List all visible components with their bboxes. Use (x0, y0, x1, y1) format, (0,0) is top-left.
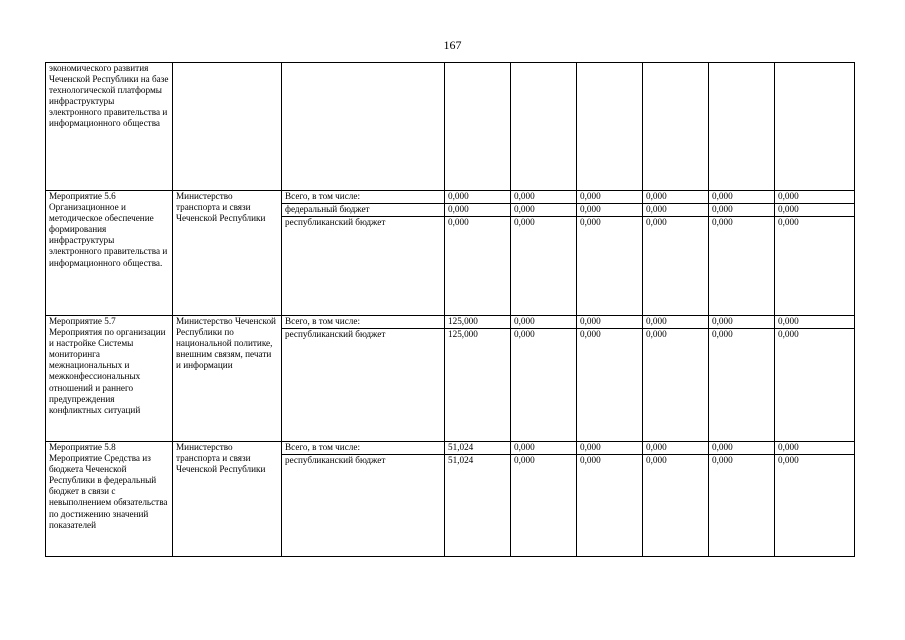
amount-cell: 0,000 (577, 316, 643, 329)
amount-cell: 0,000 (643, 217, 709, 316)
amount-cell: 0,000 (577, 442, 643, 455)
funding-source-cell: Всего, в том числе: (282, 316, 445, 329)
amount-cell: 0,000 (775, 442, 855, 455)
amount-cell: 0,000 (577, 191, 643, 204)
amount-cell: 0,000 (709, 191, 775, 204)
measure-name-cell: Мероприятие 5.7 Мероприятия по организации и настройке Системы мониторинга межнациональных и межконфессиональных отношений и раннего предупреждения конфликтных ситуаций (46, 316, 173, 442)
amount-cell: 125,000 (445, 329, 511, 442)
amount-cell: 0,000 (511, 217, 577, 316)
page-number: 167 (443, 38, 462, 52)
amount-cell: 0,000 (643, 442, 709, 455)
table-row (46, 442, 855, 455)
amount-cell: 0,000 (775, 329, 855, 442)
amount-cell: 0,000 (709, 329, 775, 442)
amount-cell: 0,000 (643, 316, 709, 329)
funding-source-cell: федеральный бюджет (282, 204, 445, 217)
table-row (46, 191, 855, 204)
amount-cell: 0,000 (643, 191, 709, 204)
amount-cell (577, 63, 643, 191)
amount-cell: 0,000 (709, 204, 775, 217)
amount-cell: 0,000 (775, 204, 855, 217)
amount-cell: 0,000 (709, 316, 775, 329)
measure-name-cell: Мероприятие 5.8 Мероприятие Средства из бюджета Чеченской Республики в федеральный бюджет в связи с невыполнением обязательства по достижению значений показателей (46, 442, 173, 557)
amount-cell: 0,000 (445, 204, 511, 217)
amount-cell: 0,000 (511, 204, 577, 217)
amount-cell: 0,000 (445, 217, 511, 316)
amount-cell: 0,000 (775, 455, 855, 557)
amount-cell: 0,000 (577, 204, 643, 217)
amount-cell (511, 63, 577, 191)
amount-cell: 125,000 (445, 316, 511, 329)
amount-cell (709, 63, 775, 191)
executor-cell: Министерство Чеченской Республики по национальной политике, внешним связям, печати и информации (173, 316, 282, 442)
funding-source-cell (282, 63, 445, 191)
amount-cell: 0,000 (643, 329, 709, 442)
amount-cell: 0,000 (511, 455, 577, 557)
amount-cell: 0,000 (577, 329, 643, 442)
amount-cell: 0,000 (643, 455, 709, 557)
amount-cell: 0,000 (709, 442, 775, 455)
table-row (46, 63, 855, 191)
amount-cell: 0,000 (577, 217, 643, 316)
funding-source-cell: республиканский бюджет (282, 329, 445, 442)
measure-name-cell: экономического развития Чеченской Республики на базе технологической платформы инфраструктуры электронного правительства и информационного общества (46, 63, 173, 191)
amount-cell: 0,000 (511, 316, 577, 329)
amount-cell: 0,000 (775, 191, 855, 204)
amount-cell: 51,024 (445, 442, 511, 455)
measure-name-cell: Мероприятие 5.6 Организационное и методическое обеспечение формирования инфраструктуры электронного правительства и информационного общества. (46, 191, 173, 316)
executor-cell: Министерство транспорта и связи Чеченской Республики (173, 442, 282, 557)
amount-cell: 0,000 (511, 442, 577, 455)
funding-source-cell: Всего, в том числе: (282, 442, 445, 455)
amount-cell: 0,000 (709, 455, 775, 557)
amount-cell (775, 63, 855, 191)
amount-cell: 0,000 (511, 329, 577, 442)
amount-cell: 51,024 (445, 455, 511, 557)
amount-cell: 0,000 (577, 455, 643, 557)
amount-cell (643, 63, 709, 191)
funding-source-cell: республиканский бюджет (282, 455, 445, 557)
amount-cell (445, 63, 511, 191)
budget-table (45, 62, 855, 557)
amount-cell: 0,000 (643, 204, 709, 217)
funding-source-cell: республиканский бюджет (282, 217, 445, 316)
amount-cell: 0,000 (511, 191, 577, 204)
executor-cell: Министерство транспорта и связи Чеченской Республики (173, 191, 282, 316)
executor-cell (173, 63, 282, 191)
table-row (46, 316, 855, 329)
amount-cell: 0,000 (709, 217, 775, 316)
funding-source-cell: Всего, в том числе: (282, 191, 445, 204)
amount-cell: 0,000 (775, 217, 855, 316)
amount-cell: 0,000 (445, 191, 511, 204)
amount-cell: 0,000 (775, 316, 855, 329)
